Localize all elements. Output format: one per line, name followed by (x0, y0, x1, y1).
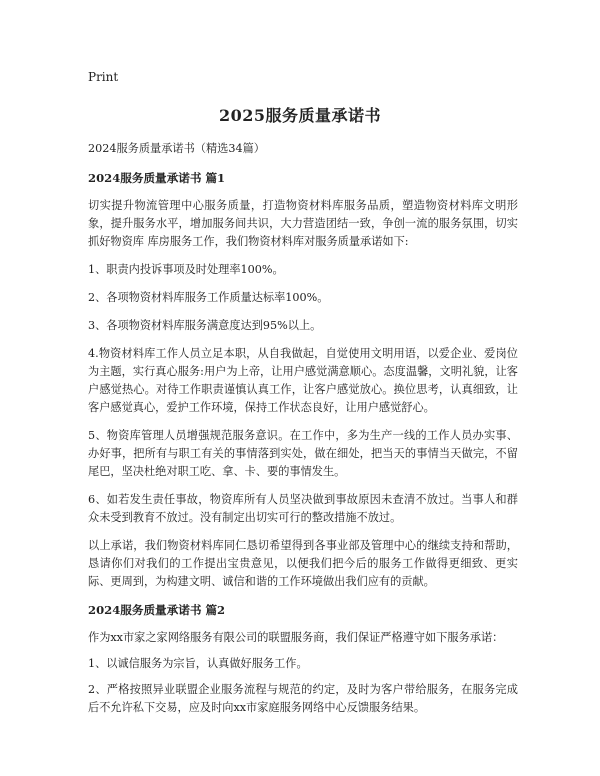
paragraph: 3、各项物资材料库服务满意度达到95%以上。 (88, 319, 322, 332)
print-link[interactable]: Print (88, 70, 119, 84)
document-subtitle: 2024服务质量承诺书（精选34篇） (88, 142, 265, 155)
page-title: 2025服务质量承诺书 (218, 106, 382, 125)
paragraph: 5、物资库管理人员增强规范服务意识。在工作中，多为生产一线的工作人员办实事、办好事，把所有与职工有关的事情落到实处，做在细处，把当天的事情当天做完，不留尾巴，坚决杜绝对职工吃、拿、卡、要的事情发生。 (88, 429, 518, 478)
paragraph: 以上承诺，我们物资材料库同仁恳切希望得到各事业部及管理中心的继续支持和帮助，恳请你们对我们的工作提出宝贵意见，以便我们把今后的服务工作做得更细致、更实际、更周到，为构建文明、诚信和谐的工作环境做出我们应有的贡献。 (88, 539, 518, 588)
paragraph: 1、以诚信服务为宗旨，认真做好服务工作。 (88, 657, 308, 670)
paragraph: 2、各项物资材料库服务工作质量达标率100%。 (88, 291, 329, 304)
paragraph: 切实提升物流管理中心服务质量，打造物资材料库服务品质，塑造物资材料库文明形象，提升服务水平，增加服务间共识，大力营造团结一致，争创一流的服务氛围，切实抓好物资库 库房服务工作，我们物资材料库对服务质量承诺如下: (88, 199, 518, 248)
paragraph: 1、职责内投诉事项及时处理率100%。 (88, 263, 284, 276)
section-heading-1: 2024服务质量承诺书 篇1 (88, 171, 226, 185)
paragraph: 6、如若发生责任事故，物资库所有人员坚决做到事故原因未查清不放过。当事人和群众未受到教育不放过。没有制定出切实可行的整改措施不放过。 (88, 493, 518, 524)
paragraph: 作为xx市家之家网络服务有限公司的联盟服务商，我们保证严格遵守如下服务承诺： (88, 631, 504, 644)
section-heading-2: 2024服务质量承诺书 篇2 (88, 603, 226, 617)
paragraph: 2、严格按照异业联盟企业服务流程与规范的约定，及时为客户带给服务，在服务完成后不允许私下交易，应及时向xx市家庭服务网络中心反馈服务结果。 (88, 683, 518, 714)
document-body (88, 140, 518, 725)
paragraph: 4.物资材料库工作人员立足本职，从自我做起，自觉使用文明用语，以爱企业、爱岗位为主题，实行真心服务:用户为上帝，让用户感觉满意顺心。态度温馨，文明礼貌，让客户感觉热心。对待工作职责谨慎认真工作，让客户感觉放心。换位思考，认真细致，让客户感觉真心，爱护工作环境，保持工作状态良好，让用户感觉舒心。 (88, 347, 518, 414)
